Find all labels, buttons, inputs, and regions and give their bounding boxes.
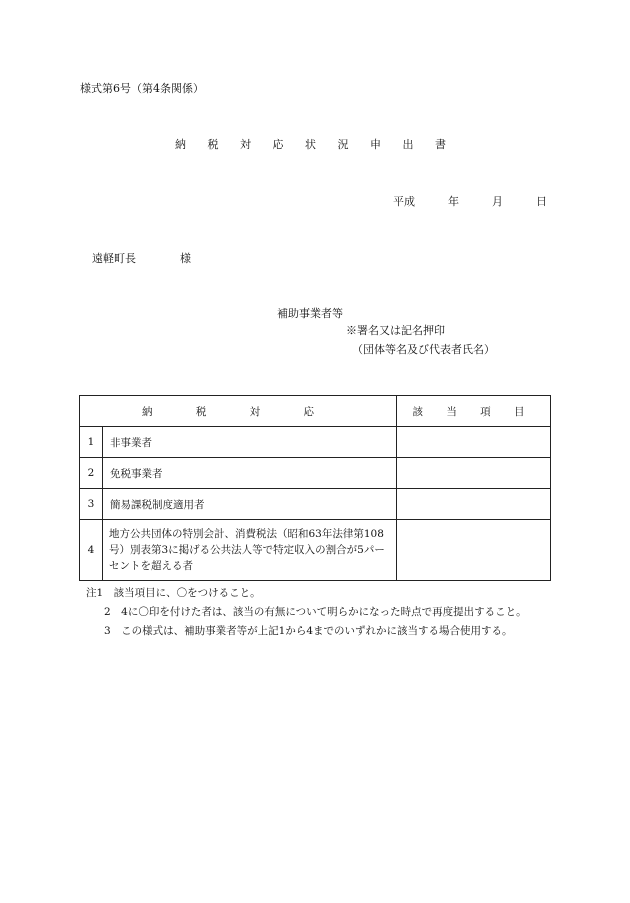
row-text: 非事業者 xyxy=(103,427,397,458)
date-line xyxy=(393,193,547,209)
table-row xyxy=(80,489,551,520)
notes xyxy=(86,584,556,641)
row-text: 免税事業者 xyxy=(103,458,397,489)
note-3: 3 この様式は、補助事業者等が上記1から4までのいずれかに該当する場合使用する。 xyxy=(104,625,513,637)
document-title: 納 税 対 応 状 況 申 出 書 xyxy=(175,138,455,151)
table-row xyxy=(80,458,551,489)
note-2: 2 4に〇印を付けた者は、該当の有無について明らかになった時点で再度提出すること。 xyxy=(104,606,527,618)
row-mark-cell[interactable] xyxy=(397,520,551,581)
date-month: 月 xyxy=(492,195,503,208)
signature-note: ※署名又は記名押印 xyxy=(346,324,445,337)
table-row xyxy=(80,427,551,458)
table-row xyxy=(80,520,551,581)
group-name-note: （団体等名及び代表者氏名） xyxy=(352,343,495,356)
addressee-name: 遠軽町長 xyxy=(92,252,136,265)
addressee-honorific: 様 xyxy=(180,252,191,265)
row-number: 4 xyxy=(80,520,103,581)
applicant-label: 補助事業者等 xyxy=(277,307,343,320)
date-era: 平成 xyxy=(393,195,415,208)
row-number: 3 xyxy=(80,489,103,520)
header-applicable-item: 該 当 項 目 xyxy=(397,396,551,427)
row-text: 地方公共団体の特別会計、消費税法（昭和63年法律第108号）別表第3に掲げる公共法人等で特定収入の割合が5パーセントを超える者 xyxy=(103,520,397,581)
addressee xyxy=(92,250,191,266)
date-year: 年 xyxy=(448,195,459,208)
header-tax-response: 納 税 対 応 xyxy=(80,396,397,427)
row-mark-cell[interactable] xyxy=(397,458,551,489)
row-number: 2 xyxy=(80,458,103,489)
note-1: 注1 該当項目に、〇をつけること。 xyxy=(86,587,261,599)
table-header-row xyxy=(80,396,551,427)
form-number-label: 様式第6号（第4条関係） xyxy=(80,82,204,95)
row-mark-cell[interactable] xyxy=(397,489,551,520)
row-text: 簡易課税制度適用者 xyxy=(103,489,397,520)
row-mark-cell[interactable] xyxy=(397,427,551,458)
row-number: 1 xyxy=(80,427,103,458)
date-day: 日 xyxy=(536,195,547,208)
tax-response-table xyxy=(79,395,551,581)
